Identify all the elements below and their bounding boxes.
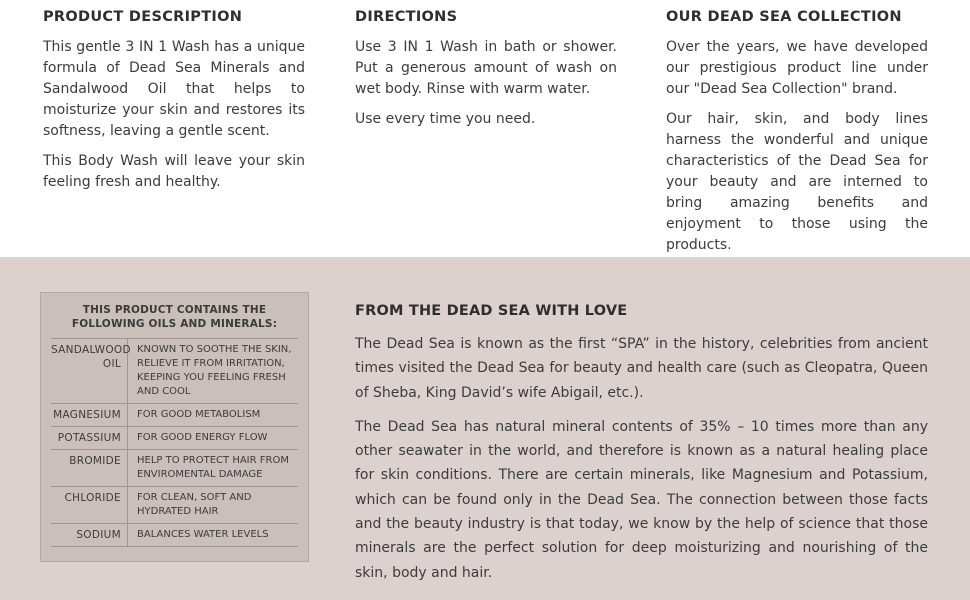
- collection-paragraph: Over the years, we have developed our prestigious product line under our "Dead Sea Collection" brand.: [666, 39, 928, 97]
- directions-paragraph: Use 3 IN 1 Wash in bath or shower. Put a generous amount of wash on wet body. Rinse with warm water.: [355, 39, 617, 97]
- minerals-panel-heading: THIS PRODUCT CONTAINS THE FOLLOWING OILS AND MINERALS:: [71, 304, 278, 330]
- mineral-row: [51, 523, 298, 547]
- mineral-name: MAGNESIUM: [51, 404, 128, 426]
- mineral-description: FOR GOOD METABOLISM: [137, 409, 261, 420]
- product-description-paragraph: This Body Wash will leave your skin feeling fresh and healthy.: [43, 153, 305, 190]
- mineral-row: [51, 403, 298, 426]
- minerals-table: [51, 338, 298, 547]
- collection-heading: OUR DEAD SEA COLLECTION: [666, 9, 902, 25]
- love-text-block: [355, 303, 928, 595]
- collection-paragraph: Our hair, skin, and body lines harness the wonderful and unique characteristics of the Dead Sea for your beauty and are interned to bring amazing benefits and enjoyment to those using the products.: [666, 111, 928, 253]
- mineral-row: [51, 338, 298, 403]
- mineral-name: CHLORIDE: [51, 487, 128, 523]
- dead-sea-love-section: [0, 257, 970, 600]
- mineral-name: SODIUM: [51, 524, 128, 546]
- mineral-row: [51, 449, 298, 486]
- directions-column: [355, 9, 617, 139]
- collection-column: [666, 9, 928, 265]
- mineral-description: FOR GOOD ENERGY FLOW: [137, 432, 268, 443]
- love-heading: FROM THE DEAD SEA WITH LOVE: [355, 303, 628, 319]
- mineral-name: POTASSIUM: [51, 427, 128, 449]
- love-paragraph: The Dead Sea is known as the first “SPA” in the history, celebrities from ancient times visited the Dead Sea for beauty and health care (such as Cleopatra, Queen of Sheba, King David’s wife Abigail, etc.).: [355, 336, 928, 401]
- love-paragraph: The Dead Sea has natural mineral contents of 35% – 10 times more than any other seawater in the world, and therefore is known as a natural healing place for skin conditions. There are certain minerals, like Magnesium and Potassium, which can be found only in the Dead Sea. The connection between those facts and the beauty industry is that today, we know by the help of science that those minerals are the perfect solution for deep moisturizing and nourishing of the skin, body and hair.: [355, 418, 928, 581]
- mineral-row: [51, 426, 298, 449]
- directions-paragraph: Use every time you need.: [355, 111, 536, 127]
- mineral-name: SANDALWOOD OIL: [51, 339, 128, 403]
- mineral-name: BROMIDE: [51, 450, 128, 486]
- product-description-paragraph: This gentle 3 IN 1 Wash has a unique formula of Dead Sea Minerals and Sandalwood Oil that helps to moisturize your skin and restores its softness, leaving a gentle scent.: [43, 39, 305, 139]
- product-description-heading: PRODUCT DESCRIPTION: [43, 9, 243, 25]
- mineral-row: [51, 486, 298, 523]
- mineral-description: KNOWN TO SOOTHE THE SKIN, RELIEVE IT FROM IRRITATION, KEEPING YOU FEELING FRESH AND COOL: [137, 344, 292, 397]
- product-description-column: [43, 9, 305, 202]
- directions-heading: DIRECTIONS: [355, 9, 458, 25]
- mineral-description: FOR CLEAN, SOFT AND HYDRATED HAIR: [137, 492, 252, 517]
- minerals-panel: [40, 292, 309, 562]
- mineral-description: HELP TO PROTECT HAIR FROM ENVIROMENTAL DAMAGE: [137, 455, 289, 480]
- info-columns-section: [0, 0, 970, 257]
- mineral-description: BALANCES WATER LEVELS: [137, 529, 269, 540]
